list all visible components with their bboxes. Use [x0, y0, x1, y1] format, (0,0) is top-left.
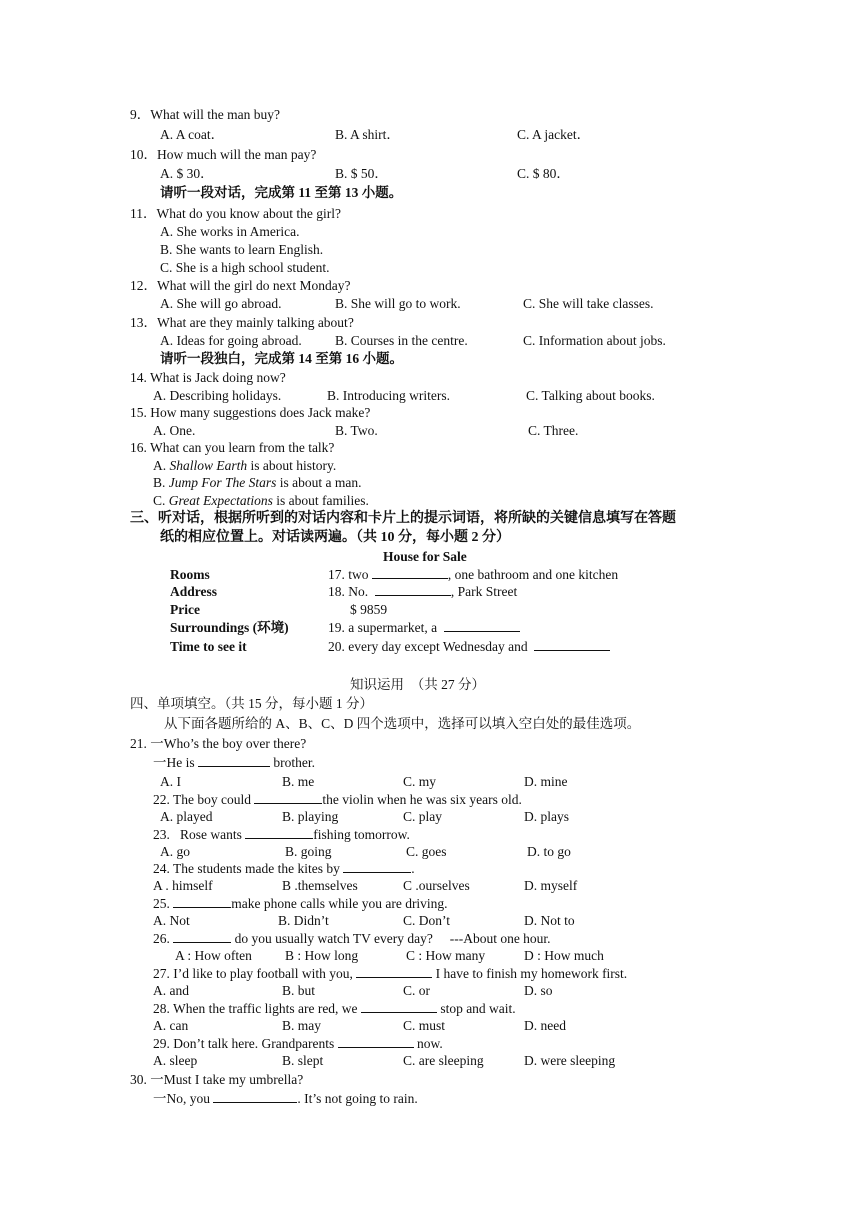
knowledge-title: 知识运用 （共 27 分） — [350, 677, 485, 692]
q16-option-b: B. Jump For The Stars is about a man. — [153, 475, 362, 490]
q26-option-d: D : How much — [524, 948, 604, 963]
question-21: 21. 一Who’s the boy over there? — [130, 736, 307, 751]
question-29: 29. Don’t talk here. Grandparents now. — [153, 1036, 443, 1051]
q21-option-a: A. I — [160, 774, 181, 789]
q29-option-a: A. sleep — [153, 1053, 198, 1068]
answer-blank — [198, 754, 270, 767]
card-row-address: 18. No. , Park Street — [328, 584, 518, 599]
q24-option-a: A . himself — [153, 878, 213, 893]
q26-option-b: B : How long — [285, 948, 359, 963]
answer-blank — [343, 860, 411, 873]
q22-option-a: A. played — [160, 809, 213, 824]
question-15: 15. How many suggestions does Jack make? — [130, 405, 371, 420]
question-24: 24. The students made the kites by . — [153, 861, 415, 876]
question-26: 26. do you usually watch TV every day? ---About one hour. — [153, 931, 551, 946]
q13-option-a: A. Ideas for going abroad. — [160, 333, 302, 348]
question-30-response: 一No, you . It’s not going to rain. — [153, 1091, 418, 1106]
q23-option-b: B. going — [285, 844, 332, 859]
q16-option-a: A. Shallow Earth is about history. — [153, 458, 337, 473]
answer-blank — [173, 930, 231, 943]
q22-option-d: D. plays — [524, 809, 569, 824]
q24-option-d: D. myself — [524, 878, 578, 893]
q25-option-b: B. Didn’t — [278, 913, 329, 928]
question-21-response: 一He is brother. — [153, 755, 315, 770]
q28-option-a: A. can — [153, 1018, 189, 1033]
card-label-price: Price — [170, 602, 200, 617]
q10-option-a: A. $ 30． — [160, 166, 214, 181]
question-12: 12．What will the girl do next Monday? — [130, 278, 351, 293]
question-10: 10．How much will the man pay? — [130, 147, 317, 162]
card-label-address: Address — [170, 584, 218, 599]
answer-blank — [338, 1035, 414, 1048]
card-row-rooms: 17. two , one bathroom and one kitchen — [328, 567, 619, 582]
q10-option-c: C. $ 80． — [517, 166, 570, 181]
q9-option-c: C. A jacket． — [517, 127, 591, 142]
q29-option-d: D. were sleeping — [524, 1053, 616, 1068]
q11-option-b: B. She wants to learn English. — [160, 242, 324, 257]
question-25: 25. make phone calls while you are driving. — [153, 896, 448, 911]
q23-option-c: C. goes — [406, 844, 447, 859]
q9-option-b: B. A shirt． — [335, 127, 400, 142]
q13-option-c: C. Information about jobs. — [523, 333, 666, 348]
question-27: 27. I’d like to play football with you, I have to finish my homework first. — [153, 966, 628, 981]
question-22: 22. The boy could the violin when he was six years old. — [153, 792, 522, 807]
answer-blank-20[interactable] — [534, 638, 610, 651]
q25-option-d: D. Not to — [524, 913, 575, 928]
q21-option-c: C. my — [403, 774, 437, 789]
q12-option-b: B. She will go to work. — [335, 296, 461, 311]
card-title: House for Sale — [383, 549, 467, 564]
q27-option-d: D. so — [524, 983, 553, 998]
card-label-time: Time to see it — [170, 639, 247, 654]
answer-blank-17[interactable] — [372, 566, 448, 579]
q27-option-b: B. but — [282, 983, 316, 998]
question-16: 16. What can you learn from the talk? — [130, 440, 335, 455]
q26-option-a: A : How often — [175, 948, 252, 963]
section3-heading: 三、听对话，根据所听到的对话内容和卡片上的提示词语，将所缺的关键信息填写在答题 — [130, 511, 676, 526]
question-28: 28. When the traffic lights are red, we stop and wait. — [153, 1001, 516, 1016]
question-9: 9．What will the man buy? — [130, 107, 280, 122]
q21-option-b: B. me — [282, 774, 315, 789]
q14-option-b: B. Introducing writers. — [327, 388, 450, 403]
q29-option-c: C. are sleeping — [403, 1053, 484, 1068]
q28-option-c: C. must — [403, 1018, 446, 1033]
q23-option-a: A. go — [160, 844, 190, 859]
q21-option-d: D. mine — [524, 774, 568, 789]
q26-option-c: C : How many — [406, 948, 486, 963]
q11-option-a: A. She works in America. — [160, 224, 300, 239]
card-label-surroundings: Surroundings (环境) — [170, 620, 289, 635]
q14-option-c: C. Talking about books. — [526, 388, 655, 403]
q10-option-b: B. $ 50． — [335, 166, 388, 181]
card-row-surroundings: 19. a supermarket, a — [328, 619, 520, 636]
question-13: 13．What are they mainly talking about? — [130, 315, 354, 330]
q9-option-a: A. A coat． — [160, 127, 225, 142]
q15-option-a: A. One. — [153, 423, 196, 438]
q25-option-a: A. Not — [153, 913, 190, 928]
q23-option-d: D. to go — [527, 844, 571, 859]
q15-option-c: C. Three. — [528, 423, 579, 438]
q11-option-c: C. She is a high school student. — [160, 260, 330, 275]
q25-option-c: C. Don’t — [403, 913, 451, 928]
question-14: 14. What is Jack doing now? — [130, 370, 286, 385]
q16-option-c: C. Great Expectations is about families. — [153, 493, 369, 508]
q12-option-a: A. She will go abroad. — [160, 296, 282, 311]
answer-blank — [356, 965, 432, 978]
question-30: 30. 一Must I take my umbrella? — [130, 1072, 304, 1087]
book-title: Great Expectations — [168, 493, 273, 508]
book-title: Jump For The Stars — [168, 475, 277, 490]
q28-option-d: D. need — [524, 1018, 566, 1033]
section3-heading-cont: 纸的相应位置上。对话读两遍。（共 10 分，每小题 2 分） — [160, 530, 510, 545]
q28-option-b: B. may — [282, 1018, 321, 1033]
answer-blank — [213, 1090, 297, 1103]
q12-option-c: C. She will take classes. — [523, 296, 654, 311]
q24-option-b: B .themselves — [282, 878, 358, 893]
answer-blank-19[interactable] — [444, 619, 520, 632]
answer-blank — [254, 791, 322, 804]
q15-option-b: B. Two. — [335, 423, 378, 438]
q24-option-c: C .ourselves — [403, 878, 470, 893]
question-23: 23. Rose wants fishing tomorrow. — [153, 827, 410, 842]
section4-instruction: 从下面各题所给的 A、B、C、D 四个选项中，选择可以填入空白处的最佳选项。 — [164, 716, 641, 731]
answer-blank — [245, 826, 313, 839]
q22-option-b: B. playing — [282, 809, 339, 824]
answer-blank — [173, 895, 231, 908]
answer-blank — [361, 1000, 437, 1013]
card-label-rooms: Rooms — [170, 567, 210, 582]
q14-option-a: A. Describing holidays. — [153, 388, 282, 403]
book-title: Shallow Earth — [169, 458, 248, 473]
q13-option-b: B. Courses in the centre. — [335, 333, 468, 348]
question-11: 11．What do you know about the girl? — [130, 206, 341, 221]
q29-option-b: B. slept — [282, 1053, 324, 1068]
section4-heading: 四、单项填空。（共 15 分，每小题 1 分） — [130, 696, 373, 711]
instruction-11-13: 请听一段对话，完成第 11 至第 13 小题。 — [160, 185, 403, 200]
q27-option-c: C. or — [403, 983, 430, 998]
instruction-14-16: 请听一段独白，完成第 14 至第 16 小题。 — [160, 351, 403, 366]
answer-blank-18[interactable] — [375, 583, 451, 596]
card-row-price: $ 9859 — [350, 602, 388, 617]
card-row-time: 20. every day except Wednesday and — [328, 638, 610, 655]
q22-option-c: C. play — [403, 809, 442, 824]
q27-option-a: A. and — [153, 983, 189, 998]
